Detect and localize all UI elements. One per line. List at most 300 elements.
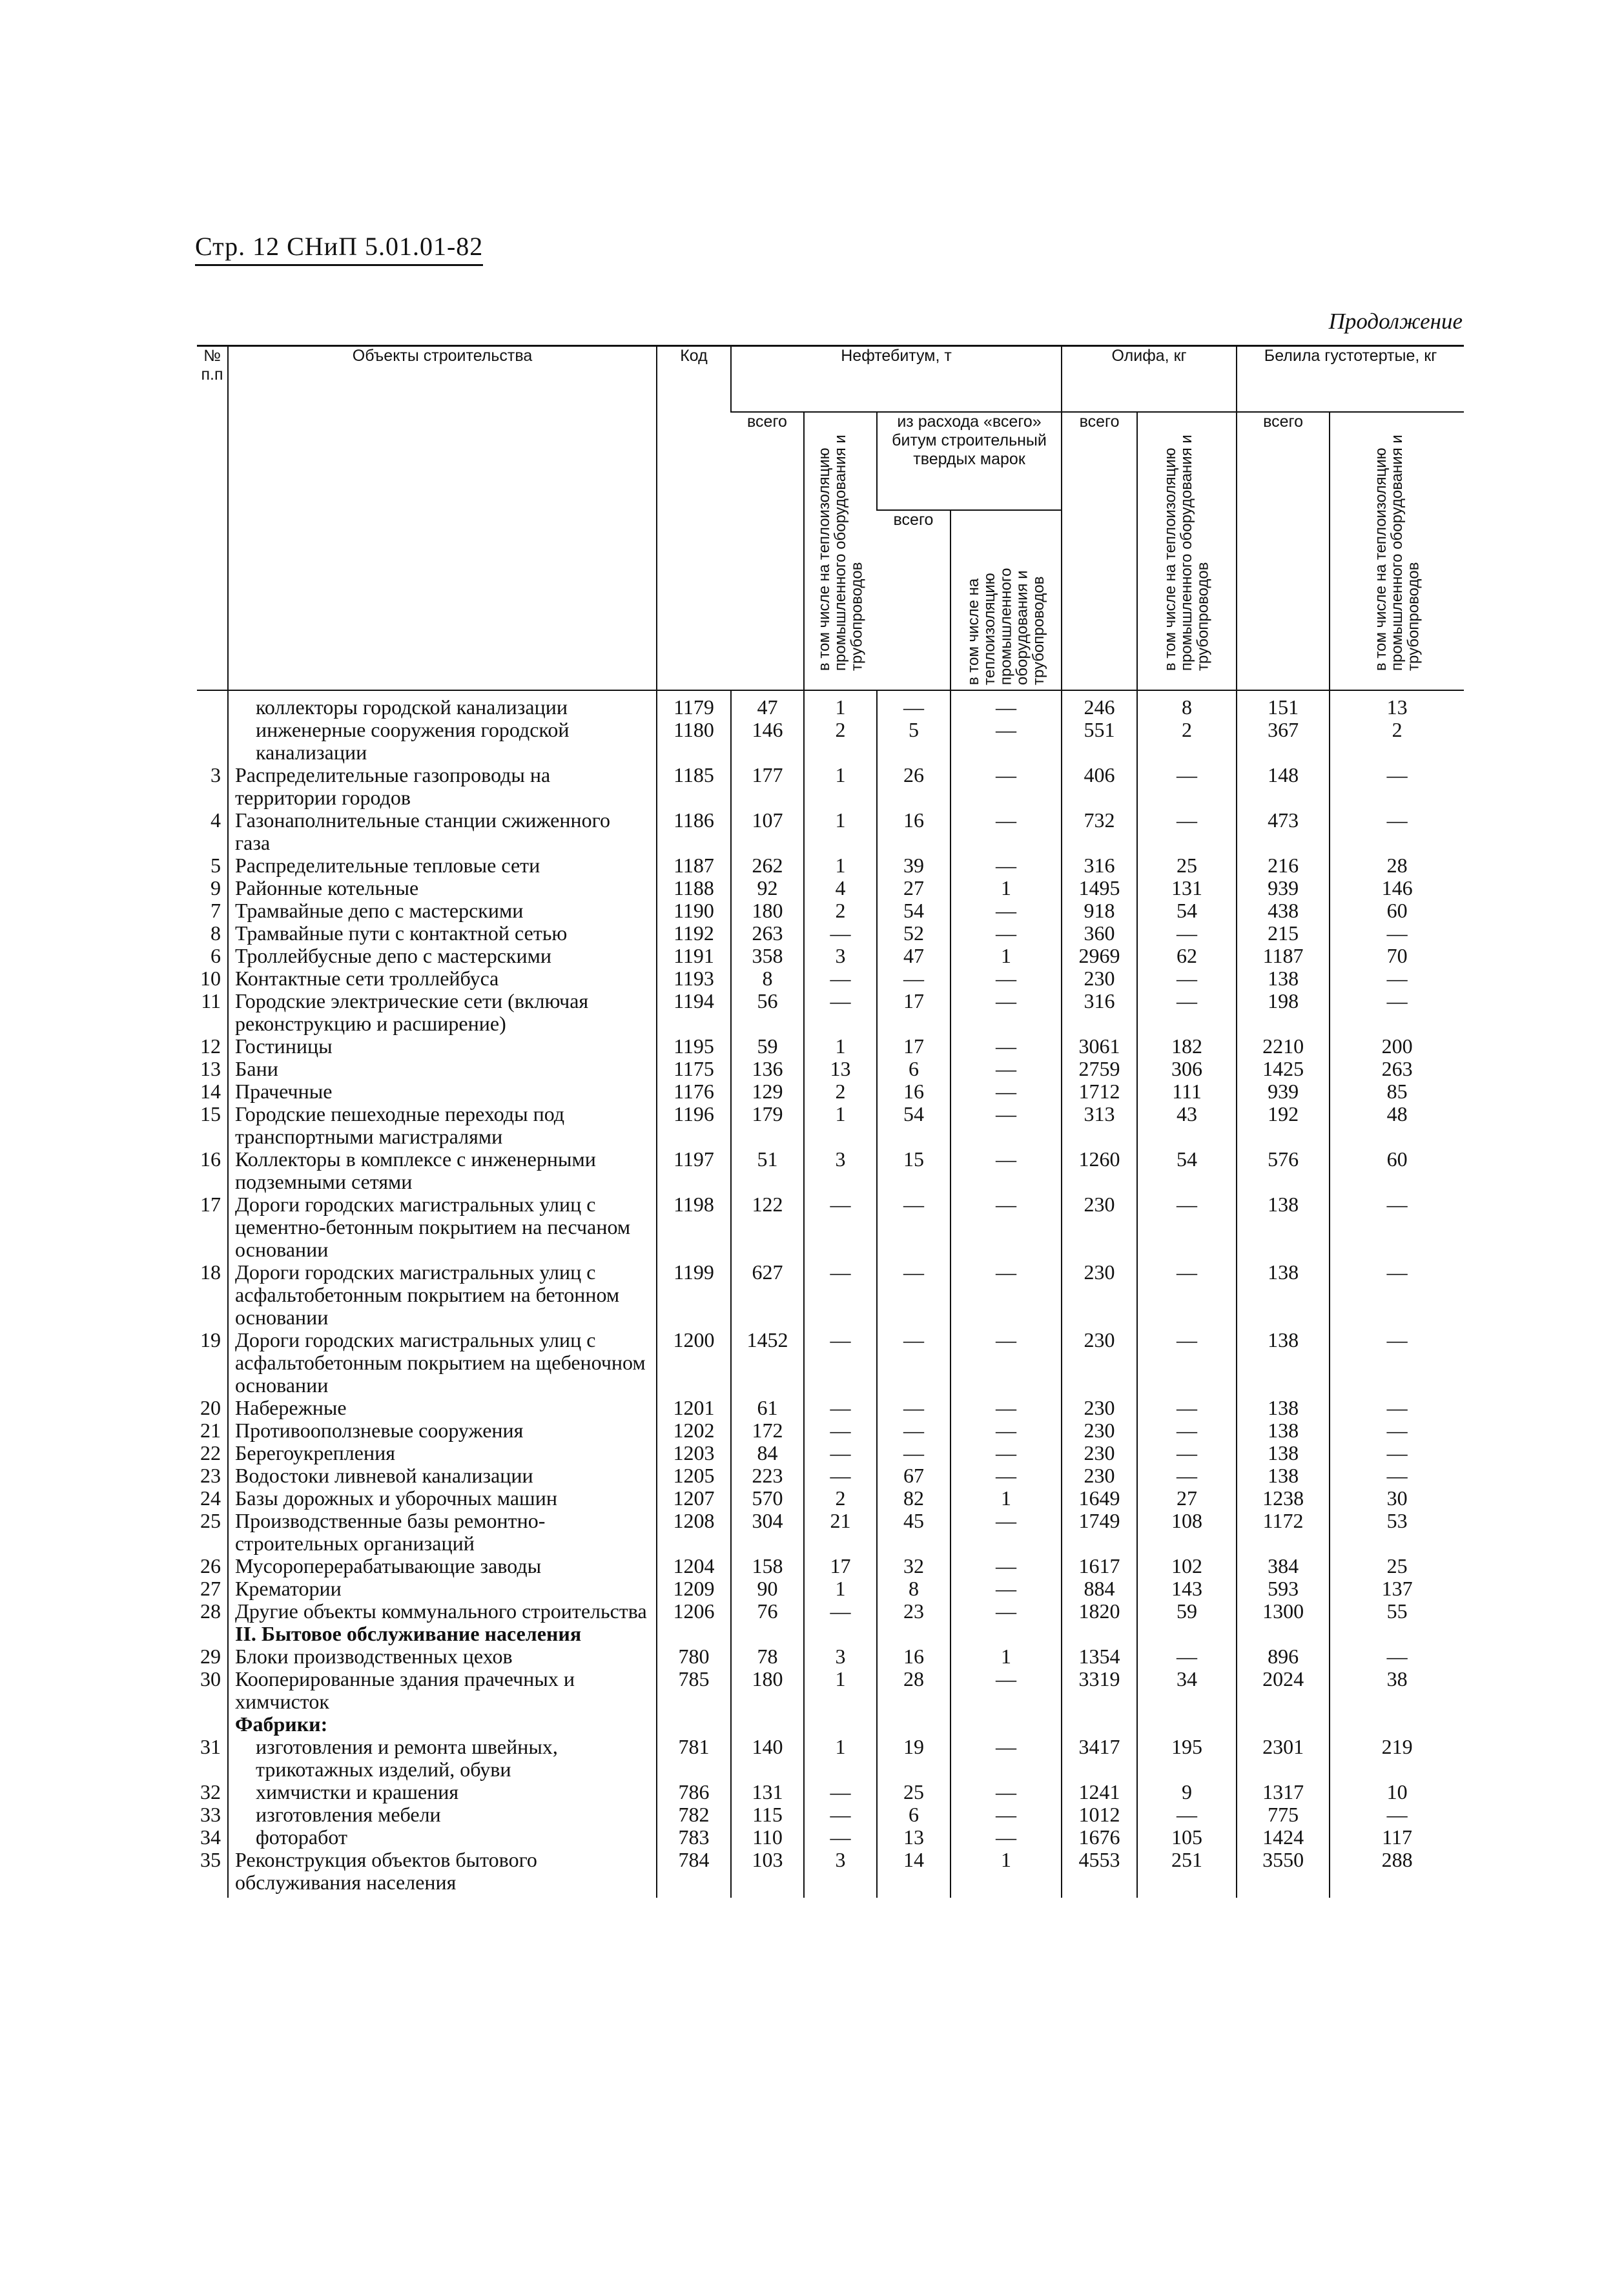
row-oil-insul: 59 [1137, 1600, 1237, 1623]
row-number: 28 [200, 1599, 221, 1623]
row-hard-insul [951, 1623, 1062, 1645]
row-hard-total: 5 [877, 719, 951, 764]
row-bitumen-total: 136 [731, 1058, 804, 1080]
row-oil-total: 230 [1062, 1193, 1137, 1261]
row-bitumen-total: 146 [731, 719, 804, 764]
row-number [197, 1713, 228, 1736]
row-hard-total: 39 [877, 854, 951, 877]
row-oil-total: 1649 [1062, 1487, 1137, 1510]
row-oil-insul: 43 [1137, 1103, 1237, 1148]
row-oil-total: 230 [1062, 1442, 1137, 1464]
row-white-total: 1187 [1237, 945, 1330, 967]
row-bitumen-insul: 1 [804, 764, 877, 809]
row-number: 32 [200, 1780, 221, 1803]
row-bitumen-insul: 1 [804, 1668, 877, 1713]
row-number: 4 [211, 808, 221, 832]
row-bitumen-insul: 2 [804, 899, 877, 922]
row-white-insul: — [1330, 764, 1464, 809]
row-object: изготовления мебели [228, 1803, 657, 1826]
table-row [197, 1080, 1464, 1103]
row-hard-total: 26 [877, 764, 951, 809]
page-header: Стр. 12 СНиП 5.01.01-82 [195, 231, 483, 266]
row-white-total: 215 [1237, 922, 1330, 945]
row-white-insul: — [1330, 922, 1464, 945]
row-hard-insul: 1 [951, 1849, 1062, 1898]
row-hard-total: 16 [877, 1645, 951, 1668]
row-oil-insul: 108 [1137, 1510, 1237, 1555]
row-object: Водостоки ливневой канализации [228, 1464, 657, 1487]
row-white-insul: — [1330, 1193, 1464, 1261]
table-row [197, 1103, 1464, 1148]
row-object: изготовления и ремонта швейных, трикотажных изделий, обуви [228, 1736, 657, 1781]
row-number: 5 [211, 854, 221, 877]
row-oil-total: 1354 [1062, 1645, 1137, 1668]
row-hard-insul: — [951, 1193, 1062, 1261]
row-hard-total: — [877, 1329, 951, 1397]
row-object: химчистки и крашения [228, 1781, 657, 1803]
row-hard-total: — [877, 1442, 951, 1464]
row-oil-total: 2969 [1062, 945, 1137, 967]
row-bitumen-total: 177 [731, 764, 804, 809]
row-white-total: 138 [1237, 1419, 1330, 1442]
row-number: 6 [211, 944, 221, 967]
row-code: 1202 [657, 1419, 731, 1442]
row-object: Базы дорожных и уборочных машин [228, 1487, 657, 1510]
row-code: 1205 [657, 1464, 731, 1487]
row-hard-insul: 1 [951, 1645, 1062, 1668]
row-hard-insul: — [951, 967, 1062, 990]
row-hard-insul: — [951, 1555, 1062, 1577]
row-number [197, 719, 228, 764]
row-code: 1201 [657, 1397, 731, 1419]
row-bitumen-total: 78 [731, 1645, 804, 1668]
row-code: 782 [657, 1803, 731, 1826]
row-object: Распределительные тепловые сети [228, 854, 657, 877]
row-code: 1207 [657, 1487, 731, 1510]
row-object: Дороги городских магистральных улиц с асфальтобетонным покрытием на щебеночном основании [228, 1329, 657, 1397]
row-oil-insul: 2 [1137, 719, 1237, 764]
row-bitumen-insul: — [804, 1397, 877, 1419]
row-oil-total [1062, 1623, 1137, 1645]
row-code: 783 [657, 1826, 731, 1849]
row-hard-total: 17 [877, 1035, 951, 1058]
table-row [197, 877, 1464, 899]
row-white-insul: 53 [1330, 1510, 1464, 1555]
row-oil-insul: — [1137, 967, 1237, 990]
row-hard-total: 52 [877, 922, 951, 945]
row-bitumen-total: 172 [731, 1419, 804, 1442]
row-object: Мусороперерабатывающие заводы [228, 1555, 657, 1577]
row-code: 1209 [657, 1577, 731, 1600]
row-bitumen-insul: 4 [804, 877, 877, 899]
row-bitumen-insul: 1 [804, 1103, 877, 1148]
row-code: 785 [657, 1668, 731, 1713]
table-row [197, 1035, 1464, 1058]
row-hard-total: — [877, 1419, 951, 1442]
row-white-total [1237, 1623, 1330, 1645]
row-number: 8 [211, 921, 221, 945]
row-oil-total: 732 [1062, 809, 1137, 854]
white-total-header: всего [1237, 412, 1330, 690]
row-number: 30 [200, 1667, 221, 1690]
table-row [197, 1736, 1464, 1781]
row-hard-total: — [877, 690, 951, 719]
table-row [197, 1397, 1464, 1419]
table-row [197, 1419, 1464, 1442]
row-white-insul: — [1330, 1645, 1464, 1668]
row-number: 20 [200, 1396, 221, 1419]
row-code: 1176 [657, 1080, 731, 1103]
row-object: Набережные [228, 1397, 657, 1419]
row-hard-total: 82 [877, 1487, 951, 1510]
row-code: 1188 [657, 877, 731, 899]
row-white-total: 775 [1237, 1803, 1330, 1826]
row-object: Крематории [228, 1577, 657, 1600]
row-bitumen-total: 1452 [731, 1329, 804, 1397]
row-white-insul: 70 [1330, 945, 1464, 967]
row-object: Контактные сети троллейбуса [228, 967, 657, 990]
row-number: 12 [200, 1034, 221, 1058]
row-bitumen-total: 570 [731, 1487, 804, 1510]
row-hard-insul: — [951, 1058, 1062, 1080]
row-bitumen-total: 76 [731, 1600, 804, 1623]
row-code: 1179 [657, 690, 731, 719]
row-oil-total: 918 [1062, 899, 1137, 922]
row-code: 1195 [657, 1035, 731, 1058]
row-number: 14 [200, 1080, 221, 1103]
row-white-total: 473 [1237, 809, 1330, 854]
row-code: 1192 [657, 922, 731, 945]
row-oil-total: 1820 [1062, 1600, 1137, 1623]
row-object: фоторабот [228, 1826, 657, 1849]
row-white-total: 939 [1237, 1080, 1330, 1103]
row-object: Трамвайные депо с мастерскими [228, 899, 657, 922]
row-oil-total: 551 [1062, 719, 1137, 764]
row-white-total: 1238 [1237, 1487, 1330, 1510]
row-bitumen-total: 179 [731, 1103, 804, 1148]
row-hard-total: 54 [877, 1103, 951, 1148]
row-bitumen-total: 358 [731, 945, 804, 967]
row-object: Городские электрические сети (включая реконструкцию и расширение) [228, 990, 657, 1035]
row-code: 1197 [657, 1148, 731, 1193]
row-bitumen-insul: — [804, 1803, 877, 1826]
row-bitumen-insul: — [804, 1464, 877, 1487]
row-object: II. Бытовое обслуживание населения [228, 1623, 657, 1645]
oil-total-header: всего [1062, 412, 1137, 690]
row-hard-total: — [877, 967, 951, 990]
row-white-insul: 48 [1330, 1103, 1464, 1148]
row-oil-insul: 111 [1137, 1080, 1237, 1103]
row-object: Бани [228, 1058, 657, 1080]
row-bitumen-total: 223 [731, 1464, 804, 1487]
table-row [197, 1442, 1464, 1464]
row-white-insul: 288 [1330, 1849, 1464, 1898]
row-oil-insul: 306 [1137, 1058, 1237, 1080]
row-bitumen-insul [804, 1623, 877, 1645]
row-bitumen-insul: 2 [804, 1487, 877, 1510]
row-object: Кооперированные здания прачечных и химчисток [228, 1668, 657, 1713]
row-bitumen-insul: 1 [804, 690, 877, 719]
row-white-insul [1330, 1713, 1464, 1736]
row-oil-total: 313 [1062, 1103, 1137, 1148]
row-bitumen-total: 263 [731, 922, 804, 945]
row-number: 17 [200, 1193, 221, 1216]
row-oil-total: 230 [1062, 1464, 1137, 1487]
row-white-total: 148 [1237, 764, 1330, 809]
row-number: 3 [211, 763, 221, 786]
row-white-total: 216 [1237, 854, 1330, 877]
col-code-header: Код [657, 346, 731, 691]
row-bitumen-total: 627 [731, 1261, 804, 1329]
row-code: 780 [657, 1645, 731, 1668]
row-white-insul: 200 [1330, 1035, 1464, 1058]
row-bitumen-insul: — [804, 1600, 877, 1623]
row-code: 1180 [657, 719, 731, 764]
row-bitumen-insul: — [804, 1261, 877, 1329]
row-code: 1191 [657, 945, 731, 967]
row-oil-insul: 54 [1137, 1148, 1237, 1193]
row-hard-insul: — [951, 1148, 1062, 1193]
row-bitumen-insul: 21 [804, 1510, 877, 1555]
row-bitumen-total: 47 [731, 690, 804, 719]
row-code: 1175 [657, 1058, 731, 1080]
row-oil-total: 1012 [1062, 1803, 1137, 1826]
row-hard-insul: — [951, 1577, 1062, 1600]
row-object: инженерные сооружения городской канализации [228, 719, 657, 764]
row-white-total: 384 [1237, 1555, 1330, 1577]
row-code: 1200 [657, 1329, 731, 1397]
table-row [197, 1193, 1464, 1261]
row-bitumen-insul: — [804, 990, 877, 1035]
row-object: Троллейбусные депо с мастерскими [228, 945, 657, 967]
row-white-total: 1317 [1237, 1781, 1330, 1803]
row-white-insul: 146 [1330, 877, 1464, 899]
row-bitumen-insul: 1 [804, 854, 877, 877]
row-oil-total: 230 [1062, 1329, 1137, 1397]
table-body [197, 690, 1464, 1898]
row-code [657, 1623, 731, 1645]
row-bitumen-total: 84 [731, 1442, 804, 1464]
row-number: 31 [200, 1735, 221, 1758]
row-bitumen-total: 8 [731, 967, 804, 990]
row-oil-total: 246 [1062, 690, 1137, 719]
row-code: 784 [657, 1849, 731, 1898]
row-number: 23 [200, 1464, 221, 1487]
row-oil-total: 884 [1062, 1577, 1137, 1600]
row-hard-insul: — [951, 1035, 1062, 1058]
row-white-total: 593 [1237, 1577, 1330, 1600]
row-white-insul: — [1330, 1803, 1464, 1826]
row-oil-insul: 195 [1137, 1736, 1237, 1781]
row-code: 1196 [657, 1103, 731, 1148]
row-oil-insul: — [1137, 1803, 1237, 1826]
row-white-insul: 137 [1330, 1577, 1464, 1600]
table-row [197, 1623, 1464, 1645]
row-oil-insul: 27 [1137, 1487, 1237, 1510]
row-hard-insul: — [951, 922, 1062, 945]
row-code: 1185 [657, 764, 731, 809]
row-number: 22 [200, 1441, 221, 1464]
table-row [197, 1577, 1464, 1600]
row-white-insul: 25 [1330, 1555, 1464, 1577]
row-white-insul: 85 [1330, 1080, 1464, 1103]
row-hard-insul: — [951, 1826, 1062, 1849]
row-oil-total: 1495 [1062, 877, 1137, 899]
row-hard-total: 47 [877, 945, 951, 967]
row-code: 786 [657, 1781, 731, 1803]
row-bitumen-total: 107 [731, 809, 804, 854]
bitumen-total-header: всего [731, 412, 804, 690]
row-white-insul: — [1330, 990, 1464, 1035]
row-white-total [1237, 1713, 1330, 1736]
materials-table [197, 345, 1464, 1898]
row-hard-insul: 1 [951, 877, 1062, 899]
row-white-insul: 10 [1330, 1781, 1464, 1803]
row-number: 26 [200, 1554, 221, 1577]
row-bitumen-total: 110 [731, 1826, 804, 1849]
row-oil-insul: — [1137, 1261, 1237, 1329]
row-number: 25 [200, 1509, 221, 1532]
row-bitumen-insul: 17 [804, 1555, 877, 1577]
row-bitumen-total: 92 [731, 877, 804, 899]
table-row [197, 1148, 1464, 1193]
row-number: 13 [200, 1057, 221, 1080]
table-row [197, 1803, 1464, 1826]
table-row [197, 1849, 1464, 1898]
row-oil-total: 3061 [1062, 1035, 1137, 1058]
row-hard-total: 8 [877, 1577, 951, 1600]
row-white-total: 151 [1237, 690, 1330, 719]
row-bitumen-total: 103 [731, 1849, 804, 1898]
row-white-total: 198 [1237, 990, 1330, 1035]
row-white-total: 2024 [1237, 1668, 1330, 1713]
row-object: Газонаполнительные станции сжиженного газа [228, 809, 657, 854]
row-oil-insul: 9 [1137, 1781, 1237, 1803]
row-hard-insul: — [951, 764, 1062, 809]
row-oil-total: 4553 [1062, 1849, 1137, 1898]
row-hard-total: — [877, 1193, 951, 1261]
row-bitumen-total: 180 [731, 899, 804, 922]
row-white-insul: 60 [1330, 899, 1464, 922]
row-oil-total: 1676 [1062, 1826, 1137, 1849]
row-oil-insul: 182 [1137, 1035, 1237, 1058]
row-white-total: 1300 [1237, 1600, 1330, 1623]
row-bitumen-insul: — [804, 1442, 877, 1464]
row-oil-total: 2759 [1062, 1058, 1137, 1080]
row-oil-total: 316 [1062, 990, 1137, 1035]
row-white-insul: — [1330, 1261, 1464, 1329]
row-hard-insul: — [951, 1080, 1062, 1103]
row-hard-insul: — [951, 1736, 1062, 1781]
row-oil-insul [1137, 1623, 1237, 1645]
row-white-insul: — [1330, 1419, 1464, 1442]
table-row [197, 1058, 1464, 1080]
row-number: 16 [200, 1147, 221, 1171]
table-row [197, 764, 1464, 809]
row-bitumen-insul [804, 1713, 877, 1736]
row-white-insul [1330, 1623, 1464, 1645]
row-oil-total: 1749 [1062, 1510, 1137, 1555]
row-bitumen-insul: — [804, 967, 877, 990]
row-code [657, 1713, 731, 1736]
row-bitumen-total: 56 [731, 990, 804, 1035]
row-white-insul: 263 [1330, 1058, 1464, 1080]
row-oil-insul: 62 [1137, 945, 1237, 967]
row-oil-total: 316 [1062, 854, 1137, 877]
row-hard-total: 17 [877, 990, 951, 1035]
row-bitumen-insul: 3 [804, 1849, 877, 1898]
row-white-insul: 13 [1330, 690, 1464, 719]
table-row [197, 719, 1464, 764]
table-row [197, 990, 1464, 1035]
row-hard-total: — [877, 1261, 951, 1329]
row-white-insul: 38 [1330, 1668, 1464, 1713]
row-bitumen-insul: 1 [804, 1736, 877, 1781]
row-code: 781 [657, 1736, 731, 1781]
row-hard-total [877, 1623, 951, 1645]
row-number [197, 1623, 228, 1645]
row-object: Берегоукрепления [228, 1442, 657, 1464]
row-bitumen-total: 180 [731, 1668, 804, 1713]
row-bitumen-total: 140 [731, 1736, 804, 1781]
row-hard-insul: — [951, 1781, 1062, 1803]
row-number: 33 [200, 1803, 221, 1826]
row-white-total: 896 [1237, 1645, 1330, 1668]
row-oil-insul: — [1137, 1397, 1237, 1419]
row-hard-insul: — [951, 1103, 1062, 1148]
row-bitumen-insul: — [804, 1193, 877, 1261]
row-bitumen-total: 131 [731, 1781, 804, 1803]
row-number: 24 [200, 1486, 221, 1510]
row-bitumen-total [731, 1623, 804, 1645]
row-hard-insul: — [951, 1510, 1062, 1555]
row-number: 9 [211, 876, 221, 899]
row-hard-insul: — [951, 1397, 1062, 1419]
row-hard-insul: 1 [951, 945, 1062, 967]
row-hard-insul: — [951, 1803, 1062, 1826]
row-bitumen-insul: 13 [804, 1058, 877, 1080]
row-oil-insul: — [1137, 764, 1237, 809]
row-bitumen-total: 51 [731, 1148, 804, 1193]
table-row [197, 1261, 1464, 1329]
row-object: Блоки производственных цехов [228, 1645, 657, 1668]
oil-insul-header: в том числе на теплоизоляцию промышленного оборудования и трубопроводов [1137, 412, 1237, 690]
row-oil-total: 230 [1062, 1397, 1137, 1419]
row-code: 1204 [657, 1555, 731, 1577]
row-oil-insul: 25 [1137, 854, 1237, 877]
row-bitumen-total: 61 [731, 1397, 804, 1419]
row-object: Производственные базы ремонтно-строительных организаций [228, 1510, 657, 1555]
row-hard-insul: 1 [951, 1487, 1062, 1510]
row-bitumen-total: 262 [731, 854, 804, 877]
table-row [197, 809, 1464, 854]
row-bitumen-total: 90 [731, 1577, 804, 1600]
row-white-total: 138 [1237, 1193, 1330, 1261]
row-number: 34 [200, 1825, 221, 1849]
row-object: Дороги городских магистральных улиц с асфальтобетонным покрытием на бетонном основании [228, 1261, 657, 1329]
row-oil-total [1062, 1713, 1137, 1736]
row-code: 1190 [657, 899, 731, 922]
table-row [197, 1645, 1464, 1668]
row-hard-total: 25 [877, 1781, 951, 1803]
row-code: 1206 [657, 1600, 731, 1623]
row-bitumen-total: 122 [731, 1193, 804, 1261]
row-code: 1198 [657, 1193, 731, 1261]
row-oil-insul: 131 [1137, 877, 1237, 899]
row-oil-total: 3319 [1062, 1668, 1137, 1713]
row-hard-total: 14 [877, 1849, 951, 1898]
row-oil-insul: 102 [1137, 1555, 1237, 1577]
